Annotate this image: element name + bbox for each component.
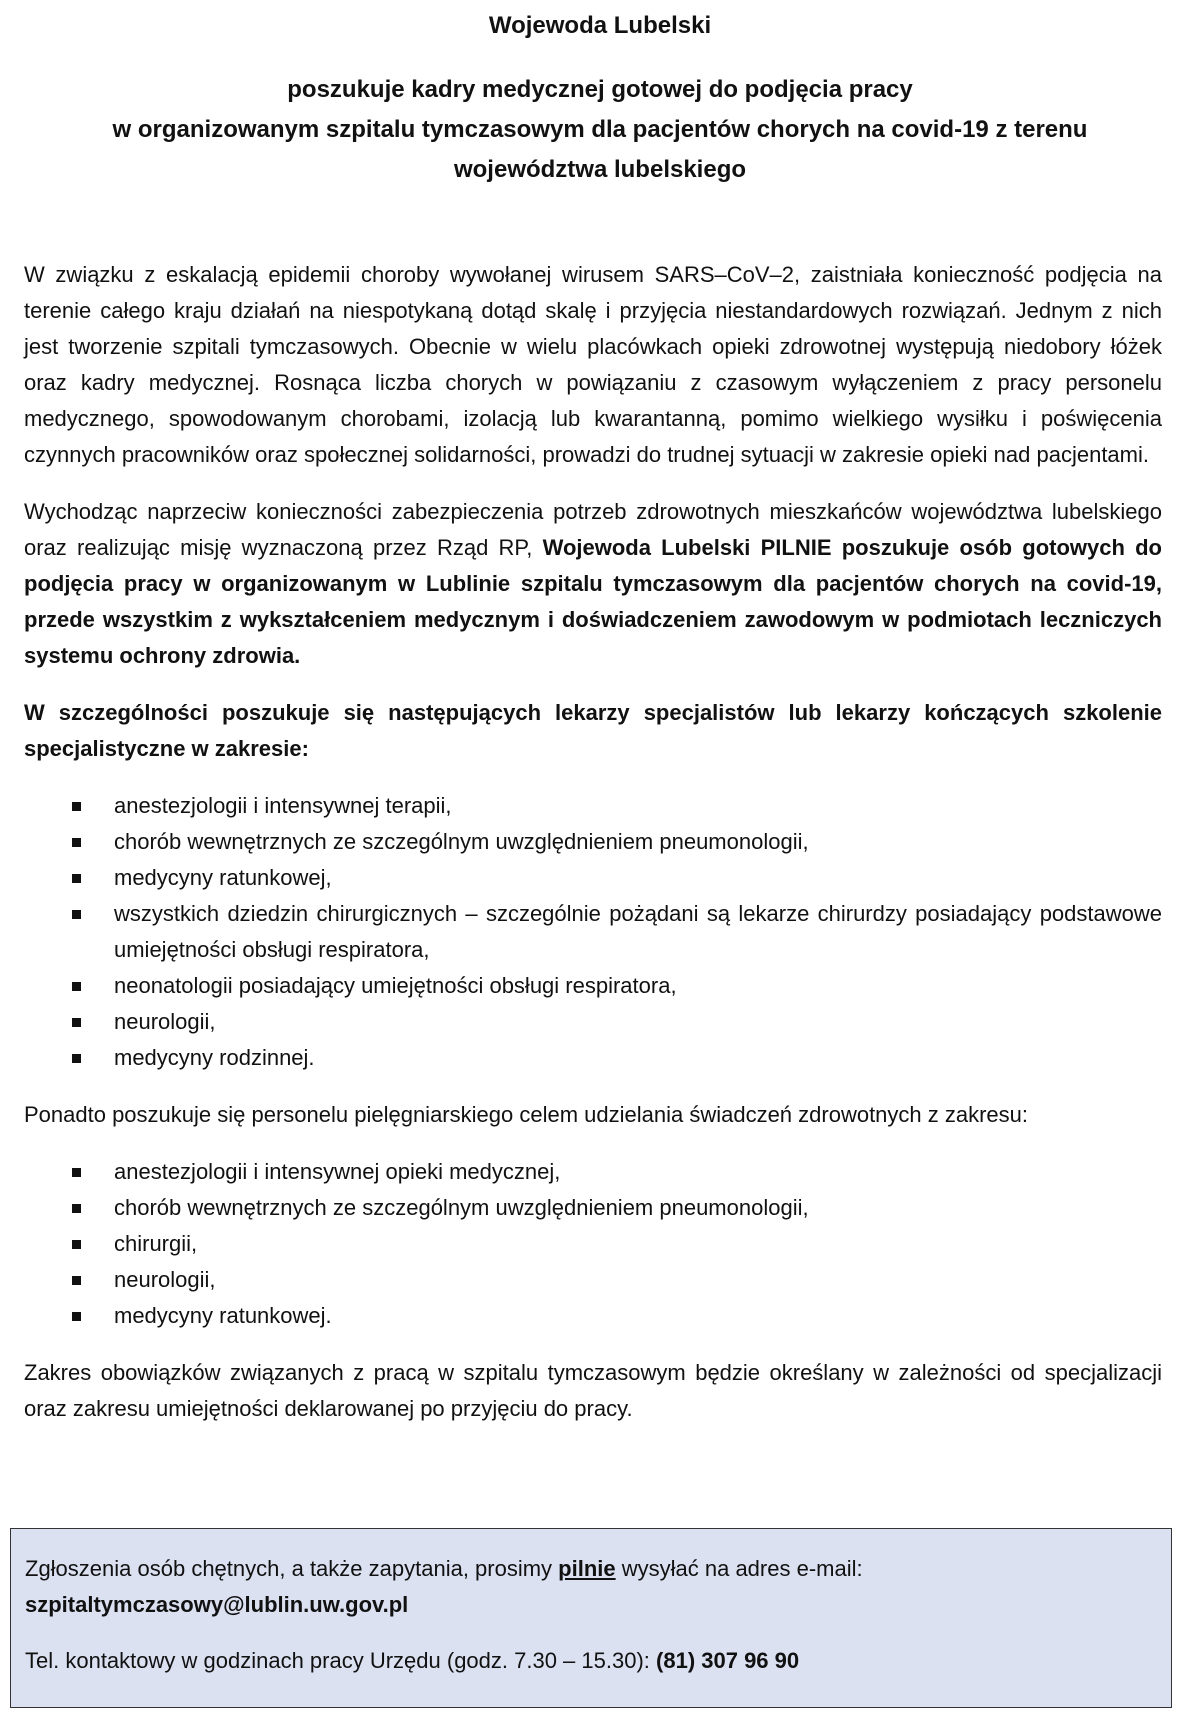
urgent-emphasis: pilnie [558, 1556, 616, 1581]
document-subtitle [40, 70, 1160, 190]
list-item: neurologii, [24, 1262, 1162, 1298]
subtitle-line: w organizowanym szpitalu tymczasowym dla pacjentów chorych na covid-19 z terenu [112, 116, 1088, 143]
document-title: Wojewoda Lubelski [488, 12, 712, 39]
list-item: chorób wewnętrznych ze szczególnym uwzględnieniem pneumonologii, [24, 1190, 1162, 1226]
nurses-heading: Ponadto poszukuje się personelu pielęgniarskiego celem udzielania świadczeń zdrowotnych z zakresu: [24, 1102, 1029, 1127]
subtitle-line: poszukuje kadry medycznej gotowej do podjęcia pracy [287, 76, 913, 103]
contact-email[interactable]: szpitaltymczasowy@lublin.uw.gov.pl [25, 1592, 409, 1617]
contact-text: Zgłoszenia osób chętnych, a także zapytania, prosimy [25, 1556, 559, 1581]
doctors-heading: W szczególności poszukuje się następujących lekarzy specjalistów lub lekarzy kończących szkolenie specjalistyczne w zakresie: [24, 700, 1162, 761]
list-item: anestezjologii i intensywnej opieki medycznej, [24, 1154, 1162, 1190]
mission-emphasis: Wojewoda Lubelski PILNIE poszukuje osób gotowych do podjęcia pracy w organizowanym w Lublinie szpitalu tymczasowym dla pacjentów chorych na covid-19, przede wszystkim z wykształceniem medycznym i doświadczeniem zawodowym w podmiotach leczniczych systemu ochrony zdrowia. [24, 535, 1162, 668]
list-item: neurologii, [24, 1004, 1162, 1040]
contact-instructions [25, 1551, 1157, 1623]
duties-paragraph: Zakres obowiązków związanych z pracą w szpitalu tymczasowym będzie określany w zależności od specjalizacji oraz zakresu umiejętności deklarowanej po przyjęciu do pracy. [24, 1360, 1162, 1421]
nurse-specialties-list [24, 1154, 1162, 1334]
list-item: chorób wewnętrznych ze szczególnym uwzględnieniem pneumonologii, [24, 824, 1162, 860]
list-item: medycyny ratunkowej. [24, 1298, 1162, 1334]
subtitle-line: województwa lubelskiego [453, 156, 747, 183]
mission-paragraph [24, 494, 1162, 674]
list-item: anestezjologii i intensywnej terapii, [24, 788, 1162, 824]
contact-text: wysyłać na adres e-mail: [615, 1556, 863, 1581]
list-item: medycyny rodzinnej. [24, 1040, 1162, 1076]
list-item: wszystkich dziedzin chirurgicznych – szczególnie pożądani są lekarze chirurdzy posiadający podstawowe umiejętności obsługi respiratora, [24, 896, 1162, 968]
document-body [24, 257, 1162, 1448]
mission-text: Wychodząc naprzeciw konieczności zabezpieczenia potrzeb zdrowotnych mieszkańców województwa lubelskiego oraz realizując misję wyznaczoną przez Rząd RP, [24, 499, 1162, 560]
intro-paragraph: W związku z eskalacją epidemii choroby wywołanej wirusem SARS–CoV–2, zaistniała konieczność podjęcia na terenie całego kraju działań na niespotykaną dotąd skalę i przyjęcia niestandardowych rozwiązań. Jednym z nich jest tworzenie szpitali tymczasowych. Obecnie w wielu placówkach opieki zdrowotnej występują niedobory łóżek oraz kadry medycznej. Rosnąca liczba chorych w powiązaniu z czasowym wyłączeniem z pracy personelu medycznego, spowodowanym chorobami, izolacją lub kwarantanną, pomimo wielkiego wysiłku i poświęcenia czynnych pracowników oraz społecznej solidarności, prowadzi do trudnej sytuacji w zakresie opieki nad pacjentami. [24, 262, 1162, 467]
phone-label: Tel. kontaktowy w godzinach pracy Urzędu (godz. 7.30 – 15.30): [25, 1648, 657, 1673]
contact-box [10, 1528, 1172, 1708]
phone-number[interactable]: (81) 307 96 90 [656, 1648, 800, 1673]
list-item: medycyny ratunkowej, [24, 860, 1162, 896]
doctor-specialties-list [24, 788, 1162, 1076]
list-item: neonatologii posiadający umiejętności obsługi respiratora, [24, 968, 1162, 1004]
list-item: chirurgii, [24, 1226, 1162, 1262]
contact-phone-line [25, 1643, 1157, 1679]
